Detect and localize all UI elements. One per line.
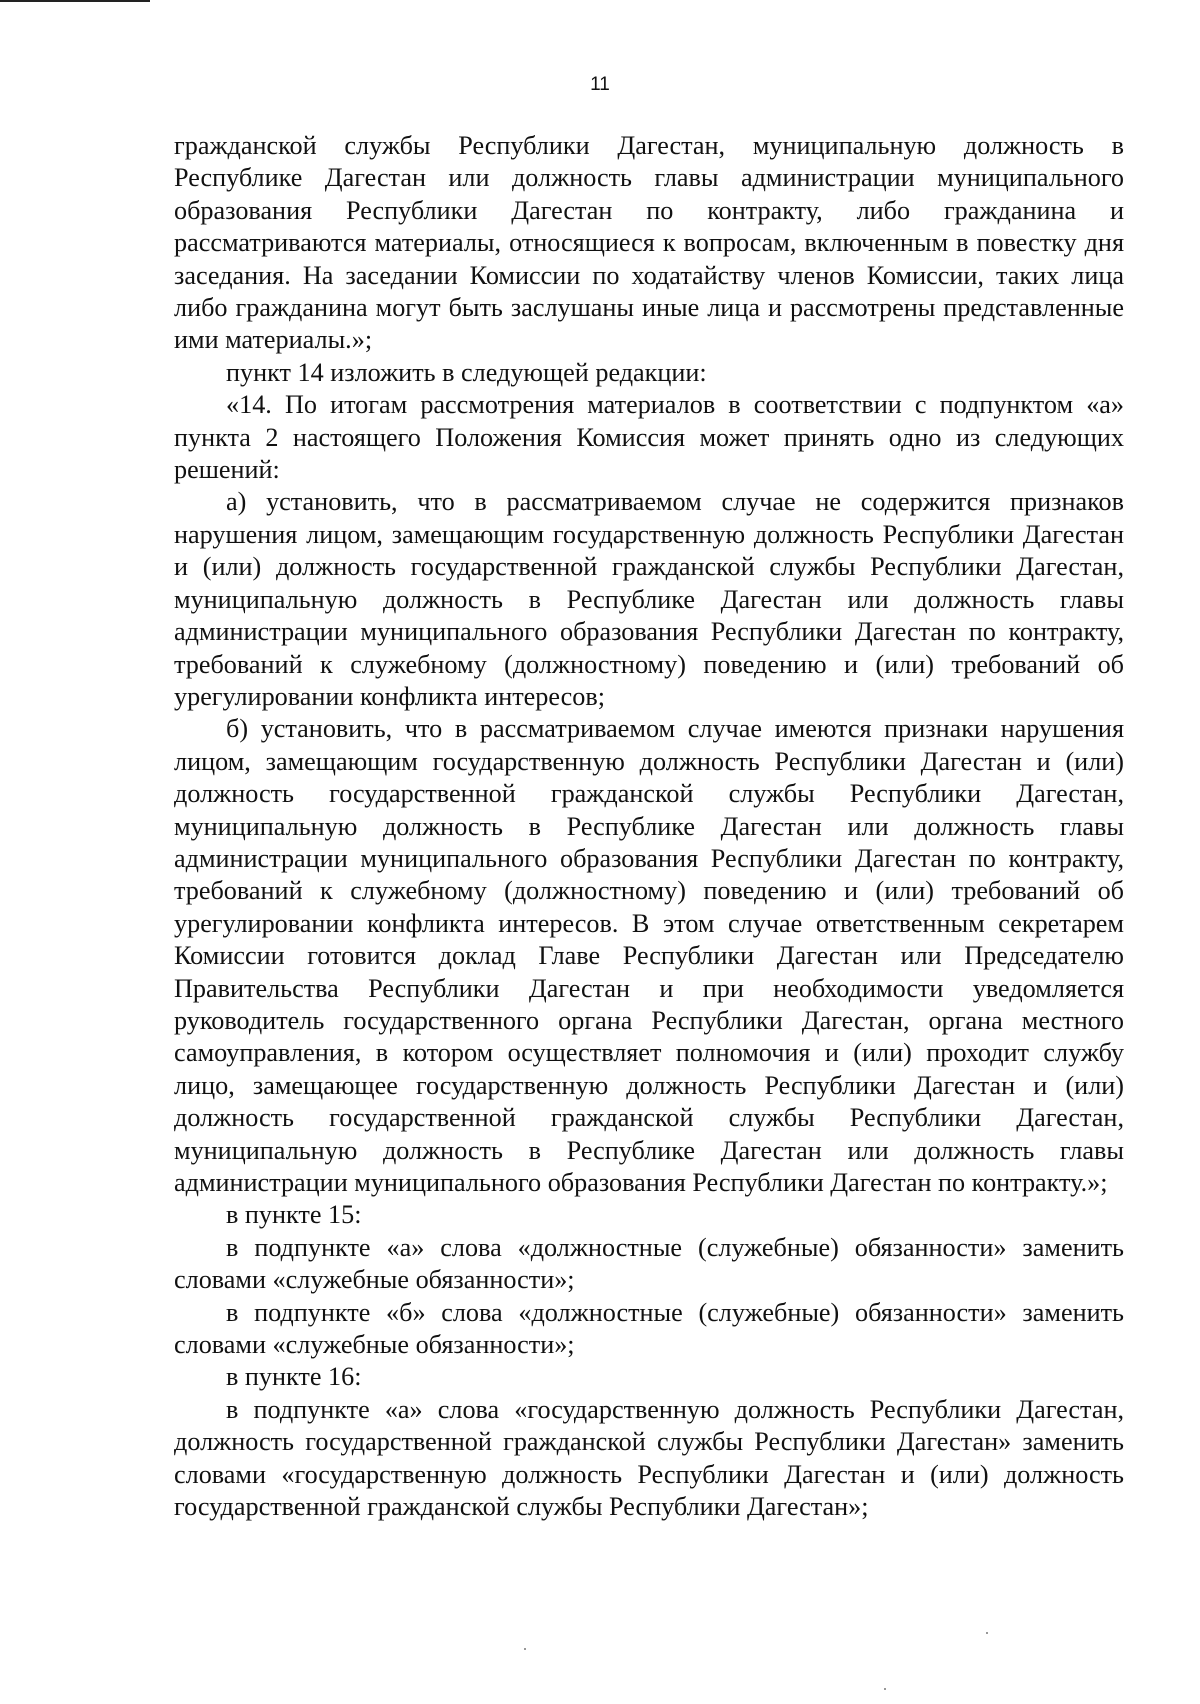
paragraph-point-14-intro: пункт 14 изложить в следующей редакции: [226,357,707,387]
paragraph-point-15-b: в подпункте «б» слова «должностные (служебные) обязанности» заменить словами «служебные обязанности»; [174,1297,1124,1360]
scan-edge-mark [0,0,150,2]
paragraph-point-16-intro: в пункте 16: [226,1362,362,1392]
paragraph-subpoint-a: а) установить, что в рассматриваемом случае не содержится признаков нарушения лицом, замещающим государственную должность Республики Дагестан и (или) должность государственной гражданской службы Республики Дагестан, муниципальную должность в Республике Дагестан или должность главы администрации муниципального образования Республики Дагестан по контракту, требований к служебному (должностному) поведению и (или) требований об урегулировании конфликта интересов; [174,487,1124,711]
paragraph-point-15-a: в подпункте «а» слова «должностные (служебные) обязанности» заменить словами «служебные обязанности»; [174,1232,1124,1295]
scan-speck [986,1632,988,1634]
document-body [174,130,1124,1523]
page-number: 11 [590,74,610,95]
scan-speck [524,1648,526,1650]
paragraph-point-16-a: в подпункте «а» слова «государственную должность Республики Дагестан, должность государственной гражданской службы Республики Дагестан» заменить словами «государственную должность Республики Дагестан и (или) должность государственной гражданской службы Республики Дагестан»; [174,1394,1124,1522]
paragraph-subpoint-b: б) установить, что в рассматриваемом случае имеются признаки нарушения лицом, замещающим государственную должность Республики Дагестан и (или) должность государственной гражданской службы Республики Дагестан, муниципальную должность в Республике Дагестан или должность главы администрации муниципального образования Республики Дагестан по контракту, требований к служебному (должностному) поведению и (или) требований об урегулировании конфликта интересов. В этом случае ответственным секретарем Комиссии готовится доклад Главе Республики Дагестан или Председателю Правительства Республики Дагестан и при необходимости уведомляется руководитель государственного органа Республики Дагестан, органа местного самоуправления, в котором осуществляет полномочия и (или) проходит службу лицо, замещающее государственную должность Республики Дагестан и (или) должность государственной гражданской службы Республики Дагестан, муниципальную должность в Республике Дагестан или должность главы администрации муниципального образования Республики Дагестан по контракту.»; [174,714,1124,1197]
paragraph-point-15-intro: в пункте 15: [226,1200,362,1230]
scan-speck [884,1688,886,1690]
paragraph-continuation: гражданской службы Республики Дагестан, муниципальную должность в Республике Дагестан или должность главы администрации муниципального образования Республики Дагестан по контракту, либо гражданина и рассматриваются материалы, относящиеся к вопросам, включенным в повестку дня заседания. На заседании Комиссии по ходатайству членов Комиссии, таких лица либо гражданина могут быть заслушаны иные лица и рассмотрены представленные ими материалы.»; [174,131,1124,355]
paragraph-point-14-text: «14. По итогам рассмотрения материалов в соответствии с подпунктом «а» пункта 2 настоящего Положения Комиссия может принять одно из следующих решений: [174,390,1124,485]
